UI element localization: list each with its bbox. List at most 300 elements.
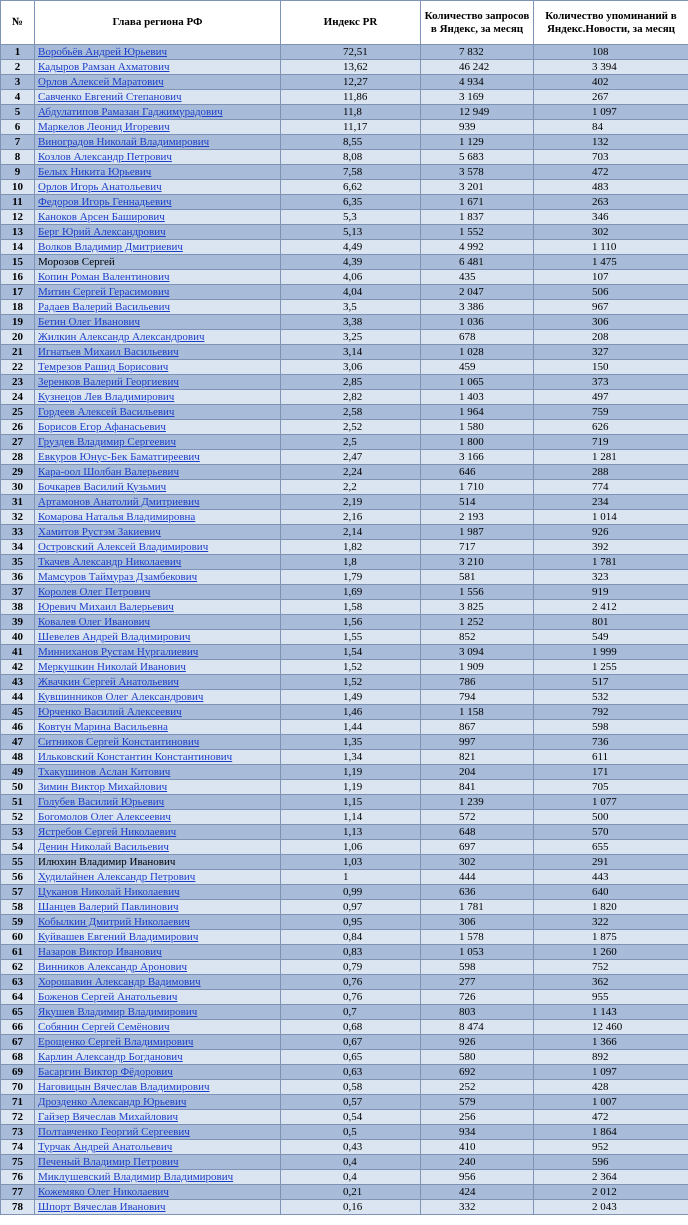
row-number: 22 <box>1 360 35 375</box>
queries-count: 306 <box>421 915 534 930</box>
governor-name-cell <box>35 60 281 75</box>
pr-index: 3,5 <box>281 300 421 315</box>
governor-name-cell <box>35 45 281 60</box>
table-row <box>1 225 688 240</box>
table-row <box>1 165 688 180</box>
governor-name-link[interactable]: Шевелев Андрей Владимирович <box>38 630 191 643</box>
governor-name-link[interactable]: Кожемяко Олег Николаевич <box>38 1185 169 1198</box>
row-number: 74 <box>1 1140 35 1155</box>
row-number: 57 <box>1 885 35 900</box>
queries-count: 1 129 <box>421 135 534 150</box>
mentions-count: 443 <box>534 870 688 885</box>
governor-name-link[interactable]: Орлов Игорь Анатольевич <box>38 180 162 193</box>
mentions-count: 150 <box>534 360 688 375</box>
mentions-count: 719 <box>534 435 688 450</box>
governor-name-cell <box>35 105 281 120</box>
governor-name-link[interactable]: Зеренков Валерий Георгиевич <box>38 375 179 388</box>
governor-name-link[interactable]: Бочкарев Василий Кузьмич <box>38 480 167 493</box>
mentions-count: 1 875 <box>534 930 688 945</box>
row-number: 44 <box>1 690 35 705</box>
row-number: 38 <box>1 600 35 615</box>
table-row <box>1 420 688 435</box>
queries-count: 572 <box>421 810 534 825</box>
mentions-count: 323 <box>534 570 688 585</box>
governor-name-link[interactable]: Богомолов Олег Алексеевич <box>38 810 171 823</box>
governor-name-link[interactable]: Кузнецов Лев Владимирович <box>38 390 175 403</box>
governor-name-link[interactable]: Радаев Валерий Васильевич <box>38 300 171 313</box>
governor-name-link[interactable]: Игнатьев Михаил Васильевич <box>38 345 179 358</box>
row-number: 71 <box>1 1095 35 1110</box>
queries-count: 3 201 <box>421 180 534 195</box>
row-number: 5 <box>1 105 35 120</box>
governor-name-link[interactable]: Островский Алексей Владимирович <box>38 540 209 553</box>
queries-count: 444 <box>421 870 534 885</box>
governor-name-link[interactable]: Гайзер Вячеслав Михайлович <box>38 1110 179 1123</box>
governor-name-cell <box>35 135 281 150</box>
governor-name-link[interactable]: Миклушевский Владимир Владимирович <box>38 1170 234 1183</box>
governor-name-link[interactable]: Хамитов Рустэм Закиевич <box>38 525 161 538</box>
governor-name-link[interactable]: Федоров Игорь Геннадьевич <box>38 195 172 208</box>
governor-name-cell <box>35 990 281 1005</box>
governor-name-link[interactable]: Кувшинников Олег Александрович <box>38 690 204 703</box>
queries-count: 1 800 <box>421 435 534 450</box>
governor-name-link[interactable]: Полтавченко Георгий Сергеевич <box>38 1125 190 1138</box>
queries-count: 204 <box>421 765 534 780</box>
governor-name-link[interactable]: Виноградов Николай Владимирович <box>38 135 210 148</box>
mentions-count: 373 <box>534 375 688 390</box>
table-row <box>1 585 688 600</box>
governor-name-cell <box>35 420 281 435</box>
queries-count: 1 671 <box>421 195 534 210</box>
queries-count: 1 710 <box>421 480 534 495</box>
row-number: 47 <box>1 735 35 750</box>
mentions-count: 703 <box>534 150 688 165</box>
pr-index: 0,67 <box>281 1035 421 1050</box>
governor-name-cell <box>35 210 281 225</box>
row-number: 12 <box>1 210 35 225</box>
table-row <box>1 120 688 135</box>
mentions-count: 655 <box>534 840 688 855</box>
pr-index: 2,2 <box>281 480 421 495</box>
row-number: 32 <box>1 510 35 525</box>
row-number: 30 <box>1 480 35 495</box>
pr-index: 3,14 <box>281 345 421 360</box>
row-number: 11 <box>1 195 35 210</box>
mentions-count: 517 <box>534 675 688 690</box>
governor-name-link[interactable]: Шанцев Валерий Павлинович <box>38 900 179 913</box>
table-row <box>1 1110 688 1125</box>
row-number: 54 <box>1 840 35 855</box>
mentions-count: 1 143 <box>534 1005 688 1020</box>
row-number: 2 <box>1 60 35 75</box>
table-row <box>1 735 688 750</box>
pr-index: 11,17 <box>281 120 421 135</box>
mentions-count: 532 <box>534 690 688 705</box>
table-row <box>1 330 688 345</box>
pr-index: 1,8 <box>281 555 421 570</box>
table-row <box>1 885 688 900</box>
queries-count: 1 028 <box>421 345 534 360</box>
table-row <box>1 60 688 75</box>
governor-name-link[interactable]: Боженов Сергей Анатольевич <box>38 990 178 1003</box>
pr-index: 72,51 <box>281 45 421 60</box>
governor-name-link[interactable]: Орлов Алексей Маратович <box>38 75 164 88</box>
mentions-count: 1 007 <box>534 1095 688 1110</box>
queries-count: 646 <box>421 465 534 480</box>
mentions-count: 171 <box>534 765 688 780</box>
governor-name-link[interactable]: Темрезов Рашид Борисович <box>38 360 169 373</box>
row-number: 4 <box>1 90 35 105</box>
pr-index: 1,35 <box>281 735 421 750</box>
row-number: 53 <box>1 825 35 840</box>
governor-name-link[interactable]: Юревич Михаил Валерьевич <box>38 600 174 613</box>
queries-count: 302 <box>421 855 534 870</box>
pr-index: 1,19 <box>281 765 421 780</box>
governor-name-cell <box>35 345 281 360</box>
table-row <box>1 435 688 450</box>
queries-count: 1 252 <box>421 615 534 630</box>
governor-name-cell <box>35 525 281 540</box>
governor-name-link[interactable]: Денин Николай Васильевич <box>38 840 169 853</box>
governor-name-cell <box>35 150 281 165</box>
governor-name-cell <box>35 180 281 195</box>
governor-name-link[interactable]: Ерощенко Сергей Владимирович <box>38 1035 194 1048</box>
governor-name-link[interactable]: Цуканов Николай Николаевич <box>38 885 180 898</box>
mentions-count: 967 <box>534 300 688 315</box>
governor-name-link[interactable]: Тхакушинов Аслан Китович <box>38 765 171 778</box>
governor-name-link[interactable]: Ковтун Марина Васильевна <box>38 720 168 733</box>
governor-name-link[interactable]: Жвачкин Сергей Анатольевич <box>38 675 179 688</box>
pr-index: 0,7 <box>281 1005 421 1020</box>
pr-index: 1,52 <box>281 660 421 675</box>
table-row <box>1 345 688 360</box>
mentions-count: 736 <box>534 735 688 750</box>
queries-count: 240 <box>421 1155 534 1170</box>
governor-name-link[interactable]: Ястребов Сергей Николаевич <box>38 825 177 838</box>
governor-name-link[interactable]: Борисов Егор Афанасьевич <box>38 420 166 433</box>
governor-name-cell <box>35 870 281 885</box>
row-number: 8 <box>1 150 35 165</box>
row-number: 10 <box>1 180 35 195</box>
governor-name-link[interactable]: Ковалев Олег Иванович <box>38 615 151 628</box>
table-row <box>1 705 688 720</box>
governor-name-link[interactable]: Меркушкин Николай Иванович <box>38 660 186 673</box>
row-number: 58 <box>1 900 35 915</box>
governor-name-link[interactable]: Зимин Виктор Михайлович <box>38 780 168 793</box>
row-number: 35 <box>1 555 35 570</box>
governor-name-cell <box>35 495 281 510</box>
mentions-count: 1 475 <box>534 255 688 270</box>
header-queries: Количество запросов в Яндекс, за месяц <box>421 1 534 45</box>
table-row <box>1 795 688 810</box>
queries-count: 2 193 <box>421 510 534 525</box>
governor-name-link[interactable]: Шпорт Вячеслав Иванович <box>38 1200 166 1213</box>
row-number: 75 <box>1 1155 35 1170</box>
mentions-count: 346 <box>534 210 688 225</box>
queries-count: 4 934 <box>421 75 534 90</box>
table-row <box>1 825 688 840</box>
table-row <box>1 1095 688 1110</box>
governor-name-cell <box>35 930 281 945</box>
table-row <box>1 780 688 795</box>
governor-name-link[interactable]: Савченко Евгений Степанович <box>38 90 182 103</box>
governor-name-link[interactable]: Белых Никита Юрьевич <box>38 165 152 178</box>
governor-name-cell <box>35 660 281 675</box>
mentions-count: 2 043 <box>534 1200 688 1215</box>
pr-index: 2,47 <box>281 450 421 465</box>
table-row <box>1 975 688 990</box>
governor-name-link[interactable]: Карлин Александр Богданович <box>38 1050 183 1063</box>
pr-index: 3,38 <box>281 315 421 330</box>
governor-name-cell <box>35 360 281 375</box>
table-row <box>1 180 688 195</box>
table-row <box>1 105 688 120</box>
queries-count: 1 909 <box>421 660 534 675</box>
governor-name-cell <box>35 1200 281 1215</box>
mentions-count: 1 260 <box>534 945 688 960</box>
governor-name-link[interactable]: Жилкин Александр Александрович <box>38 330 205 343</box>
pr-index: 8,08 <box>281 150 421 165</box>
queries-count: 636 <box>421 885 534 900</box>
governor-name-link[interactable]: Копин Роман Валентинович <box>38 270 170 283</box>
governor-name-link[interactable]: Берг Юрий Александрович <box>38 225 166 238</box>
governor-name-cell <box>35 1020 281 1035</box>
governor-name-cell <box>35 480 281 495</box>
pr-index: 0,63 <box>281 1065 421 1080</box>
governor-name-link[interactable]: Кадыров Рамзан Ахматович <box>38 60 170 73</box>
governor-name-link[interactable]: Минниханов Рустам Нургалиевич <box>38 645 199 658</box>
mentions-count: 1 281 <box>534 450 688 465</box>
governor-name-cell <box>35 270 281 285</box>
table-row <box>1 1050 688 1065</box>
governor-name-link[interactable]: Козлов Александр Петрович <box>38 150 172 163</box>
pr-index: 1,14 <box>281 810 421 825</box>
pr-index: 0,43 <box>281 1140 421 1155</box>
governor-name-link[interactable]: Басаргин Виктор Фёдорович <box>38 1065 173 1078</box>
governor-name-cell <box>35 975 281 990</box>
row-number: 18 <box>1 300 35 315</box>
governor-name: Илюхин Владимир Иванович <box>35 855 281 870</box>
pr-index: 1,19 <box>281 780 421 795</box>
governor-name-cell <box>35 330 281 345</box>
governor-name-link[interactable]: Худилайнен Александр Петрович <box>38 870 196 883</box>
queries-count: 997 <box>421 735 534 750</box>
governor-name-cell <box>35 300 281 315</box>
governor-name-link[interactable]: Королев Олег Петрович <box>38 585 151 598</box>
table-row <box>1 1005 688 1020</box>
governor-name-link[interactable]: Куйвашев Евгений Владимирович <box>38 930 199 943</box>
table-row <box>1 840 688 855</box>
governor-name-link[interactable]: Наговицын Вячеслав Владимирович <box>38 1080 210 1093</box>
table-row <box>1 645 688 660</box>
pr-index: 1,52 <box>281 675 421 690</box>
governor-name-link[interactable]: Кара-оол Шолбан Валерьевич <box>38 465 179 478</box>
mentions-count: 598 <box>534 720 688 735</box>
governor-name-cell <box>35 555 281 570</box>
mentions-count: 234 <box>534 495 688 510</box>
governor-name-cell <box>35 900 281 915</box>
table-row <box>1 195 688 210</box>
governor-name-link[interactable]: Евкуров Юнус-Бек Баматгиреевич <box>38 450 200 463</box>
governor-name-link[interactable]: Митин Сергей Герасимович <box>38 285 170 298</box>
pr-index: 5,3 <box>281 210 421 225</box>
row-number: 40 <box>1 630 35 645</box>
table-row <box>1 270 688 285</box>
pr-index: 2,85 <box>281 375 421 390</box>
row-number: 69 <box>1 1065 35 1080</box>
pr-index: 5,13 <box>281 225 421 240</box>
governor-name-link[interactable]: Турчак Андрей Анатольевич <box>38 1140 173 1153</box>
governor-name-cell <box>35 1155 281 1170</box>
mentions-count: 12 460 <box>534 1020 688 1035</box>
governor-name-link[interactable]: Комарова Наталья Владимировна <box>38 510 196 523</box>
queries-count: 3 386 <box>421 300 534 315</box>
governor-name-link[interactable]: Назаров Виктор Иванович <box>38 945 162 958</box>
governor-name-link[interactable]: Печеный Владимир Петрович <box>38 1155 179 1168</box>
governor-name-cell <box>35 960 281 975</box>
governor-name-link[interactable]: Груздев Владимир Сергеевич <box>38 435 176 448</box>
governor-name-link[interactable]: Бетин Олег Иванович <box>38 315 140 328</box>
governor-name-link[interactable]: Ткачев Александр Николаевич <box>38 555 182 568</box>
table-row <box>1 660 688 675</box>
mentions-count: 1 366 <box>534 1035 688 1050</box>
table-row <box>1 900 688 915</box>
governor-name-cell <box>35 465 281 480</box>
governor-name-link[interactable]: Каноков Арсен Баширович <box>38 210 165 223</box>
mentions-count: 1 077 <box>534 795 688 810</box>
governor-name-link[interactable]: Кобылкин Дмитрий Николаевич <box>38 915 190 928</box>
governor-name-cell <box>35 120 281 135</box>
row-number: 26 <box>1 420 35 435</box>
queries-count: 3 825 <box>421 600 534 615</box>
pr-index: 2,5 <box>281 435 421 450</box>
governor-name-link[interactable]: Дрозденко Александр Юрьевич <box>38 1095 187 1108</box>
table-row <box>1 390 688 405</box>
pr-index: 1,82 <box>281 540 421 555</box>
mentions-count: 327 <box>534 345 688 360</box>
mentions-count: 1 820 <box>534 900 688 915</box>
queries-count: 726 <box>421 990 534 1005</box>
governor-name-cell <box>35 780 281 795</box>
mentions-count: 2 412 <box>534 600 688 615</box>
governor-name-cell <box>35 1035 281 1050</box>
queries-count: 579 <box>421 1095 534 1110</box>
queries-count: 841 <box>421 780 534 795</box>
governor-name-cell <box>35 195 281 210</box>
table-row <box>1 150 688 165</box>
mentions-count: 306 <box>534 315 688 330</box>
table-row <box>1 555 688 570</box>
table-row <box>1 45 688 60</box>
row-number: 51 <box>1 795 35 810</box>
mentions-count: 500 <box>534 810 688 825</box>
mentions-count: 752 <box>534 960 688 975</box>
governor-name-link[interactable]: Воробьёв Андрей Юрьевич <box>38 45 168 58</box>
governor-name-link[interactable]: Ситников Сергей Константинович <box>38 735 200 748</box>
pr-index: 0,65 <box>281 1050 421 1065</box>
mentions-count: 1 014 <box>534 510 688 525</box>
queries-count: 803 <box>421 1005 534 1020</box>
queries-count: 1 552 <box>421 225 534 240</box>
table-row <box>1 375 688 390</box>
queries-count: 956 <box>421 1170 534 1185</box>
governor-name-cell <box>35 375 281 390</box>
governor-name-link[interactable]: Абдулатипов Рамазан Гаджимурадович <box>38 105 223 118</box>
governor-name-link[interactable]: Ильковский Константин Константинович <box>38 750 233 763</box>
table-row <box>1 480 688 495</box>
pr-index: 1,49 <box>281 690 421 705</box>
row-number: 68 <box>1 1050 35 1065</box>
mentions-count: 759 <box>534 405 688 420</box>
pr-index: 3,25 <box>281 330 421 345</box>
governor-name-cell <box>35 1185 281 1200</box>
queries-count: 1 580 <box>421 420 534 435</box>
governor-name-link[interactable]: Волков Владимир Дмитриевич <box>38 240 183 253</box>
mentions-count: 428 <box>534 1080 688 1095</box>
governor-name-link[interactable]: Юрченко Василий Алексеевич <box>38 705 182 718</box>
mentions-count: 549 <box>534 630 688 645</box>
table-row <box>1 405 688 420</box>
pr-index: 3,06 <box>281 360 421 375</box>
table-row <box>1 1080 688 1095</box>
row-number: 63 <box>1 975 35 990</box>
governor-name-cell <box>35 690 281 705</box>
table-row <box>1 465 688 480</box>
governor-name-link[interactable]: Винников Александр Аронович <box>38 960 188 973</box>
pr-index: 2,52 <box>281 420 421 435</box>
row-number: 27 <box>1 435 35 450</box>
table-row <box>1 255 688 270</box>
row-number: 16 <box>1 270 35 285</box>
governor-name-link[interactable]: Голубев Василий Юрьевич <box>38 795 165 808</box>
governor-name-cell <box>35 765 281 780</box>
governor-name-link[interactable]: Артамонов Анатолий Дмитриевич <box>38 495 200 508</box>
governor-name-link[interactable]: Хорошавин Александр Вадимович <box>38 975 201 988</box>
row-number: 24 <box>1 390 35 405</box>
governor-name-cell <box>35 885 281 900</box>
queries-count: 926 <box>421 1035 534 1050</box>
governor-name-link[interactable]: Маркелов Леонид Игоревич <box>38 120 170 133</box>
governor-name-cell <box>35 75 281 90</box>
mentions-count: 1 097 <box>534 105 688 120</box>
mentions-count: 362 <box>534 975 688 990</box>
pr-index: 0,58 <box>281 1080 421 1095</box>
table-row <box>1 1200 688 1215</box>
pr-index: 4,39 <box>281 255 421 270</box>
governor-name-cell <box>35 315 281 330</box>
governor-name-link[interactable]: Собянин Сергей Семёнович <box>38 1020 170 1033</box>
governor-name-link[interactable]: Гордеев Алексей Васильевич <box>38 405 175 418</box>
table-row <box>1 855 688 870</box>
mentions-count: 402 <box>534 75 688 90</box>
queries-count: 1 403 <box>421 390 534 405</box>
queries-count: 256 <box>421 1110 534 1125</box>
table-row <box>1 495 688 510</box>
mentions-count: 1 999 <box>534 645 688 660</box>
mentions-count: 955 <box>534 990 688 1005</box>
queries-count: 3 169 <box>421 90 534 105</box>
governor-name-link[interactable]: Мамсуров Таймураз Дзамбекович <box>38 570 198 583</box>
queries-count: 5 683 <box>421 150 534 165</box>
mentions-count: 267 <box>534 90 688 105</box>
table-row <box>1 510 688 525</box>
table-row <box>1 615 688 630</box>
governor-name-cell <box>35 285 281 300</box>
table-row <box>1 360 688 375</box>
governor-name: Морозов Сергей <box>35 255 281 270</box>
mentions-count: 919 <box>534 585 688 600</box>
governor-name-link[interactable]: Якушев Владимир Владимирович <box>38 1005 198 1018</box>
